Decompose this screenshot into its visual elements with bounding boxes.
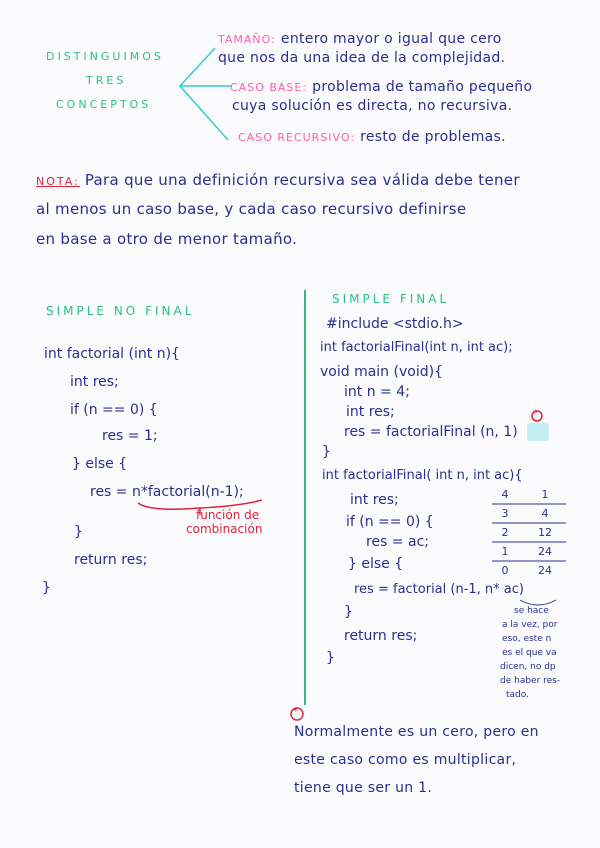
nota-line3: en base a otro de menor tamaño. [36, 230, 298, 248]
code-line: int n = 4; [344, 384, 410, 400]
tamano-text2: que nos da una idea de la complejidad. [218, 50, 506, 66]
highlight-one [527, 423, 549, 441]
code-line: #include <stdio.h> [326, 316, 464, 332]
footnote-line3: tiene que ser un 1. [294, 780, 433, 796]
concepts-heading-1: DISTINGUIMOS [46, 50, 164, 63]
tamano-label: TAMAÑO: [218, 33, 276, 46]
code-line: int factorialFinal(int n, int ac); [320, 340, 513, 355]
side-note-line: se hace [514, 606, 549, 616]
table-n: 0 [501, 564, 509, 577]
code-line: int res; [70, 374, 119, 390]
concept-tamano [218, 28, 502, 47]
brace [520, 600, 556, 605]
annotation-combinacion: combinación [186, 522, 263, 536]
code-line: res = n*factorial(n-1); [90, 484, 244, 500]
concepts-heading-2: TRES [86, 74, 127, 87]
code-line: int res; [346, 404, 395, 420]
caso-rec-label: CASO RECURSIVO: [238, 131, 356, 144]
tamano-text1: entero mayor o igual que cero [280, 31, 502, 47]
code-line: res = ac; [366, 534, 429, 550]
side-note-line: dicen, no dp [500, 662, 556, 672]
concepts-heading-3: CONCEPTOS [56, 98, 152, 111]
side-note-line: a la vez, por [502, 620, 558, 630]
code-line: } else { [348, 556, 404, 572]
nota-line2: al menos un caso base, y cada caso recursivo definirse [36, 200, 467, 218]
table-ac: 1 [541, 488, 549, 501]
annotation-funcion: función de [196, 508, 260, 522]
code-line: } [42, 580, 51, 596]
marker-asterisk-bottom: * [293, 707, 298, 717]
marker-asterisk-top: * [533, 409, 538, 419]
table-ac: 12 [538, 526, 552, 539]
side-note-line: es el que va [502, 648, 557, 658]
concept-caso-recursivo [238, 126, 506, 145]
code-line: } [322, 444, 331, 460]
footnote-line2: este caso como es multiplicar, [294, 752, 517, 768]
caso-base-text2: cuya solución es directa, no recursiva. [232, 98, 513, 114]
table-ac: 24 [538, 545, 552, 558]
table-n: 3 [501, 507, 509, 520]
table-ac: 4 [541, 507, 549, 520]
concept-caso-base [230, 76, 532, 95]
side-note-line: eso, este n [502, 634, 552, 644]
code-line: if (n == 0) { [70, 402, 158, 418]
code-line: } [74, 524, 83, 540]
code-line: int factorial (int n){ [44, 346, 180, 362]
nota-line1: NOTA: Para que una definición recursiva sea válida debe tener [36, 171, 520, 189]
footnote-line1: Normalmente es un cero, pero en [294, 724, 539, 740]
table-n: 2 [501, 526, 509, 539]
simple-final-title: SIMPLE FINAL [332, 292, 450, 306]
code-line: int factorialFinal( int n, int ac){ [322, 468, 523, 483]
code-line: void main (void){ [320, 364, 443, 380]
code-line: return res; [74, 552, 148, 568]
table-n: 1 [501, 545, 509, 558]
code-line: } [344, 604, 353, 620]
code-line: res = 1; [102, 428, 158, 444]
caso-rec-text: resto de problemas. [360, 129, 506, 145]
code-line: if (n == 0) { [346, 514, 434, 530]
code-line: int res; [350, 492, 399, 508]
nota-label: NOTA: [36, 175, 80, 188]
code-line: } [326, 650, 335, 666]
simple-no-final-title: SIMPLE NO FINAL [46, 304, 195, 318]
table-n: 4 [501, 488, 509, 501]
table-ac: 24 [538, 564, 552, 577]
caso-base-text1: problema de tamaño pequeño [312, 79, 533, 95]
caso-base-label: CASO BASE: [230, 81, 308, 94]
code-line: } else { [72, 456, 128, 472]
code-line: res = factorial (n-1, n* ac) [354, 582, 524, 597]
side-note-line: tado. [506, 690, 529, 700]
side-note-line: de haber res- [500, 676, 561, 686]
code-line: return res; [344, 628, 418, 644]
code-line: res = factorialFinal (n, 1) [344, 424, 518, 440]
